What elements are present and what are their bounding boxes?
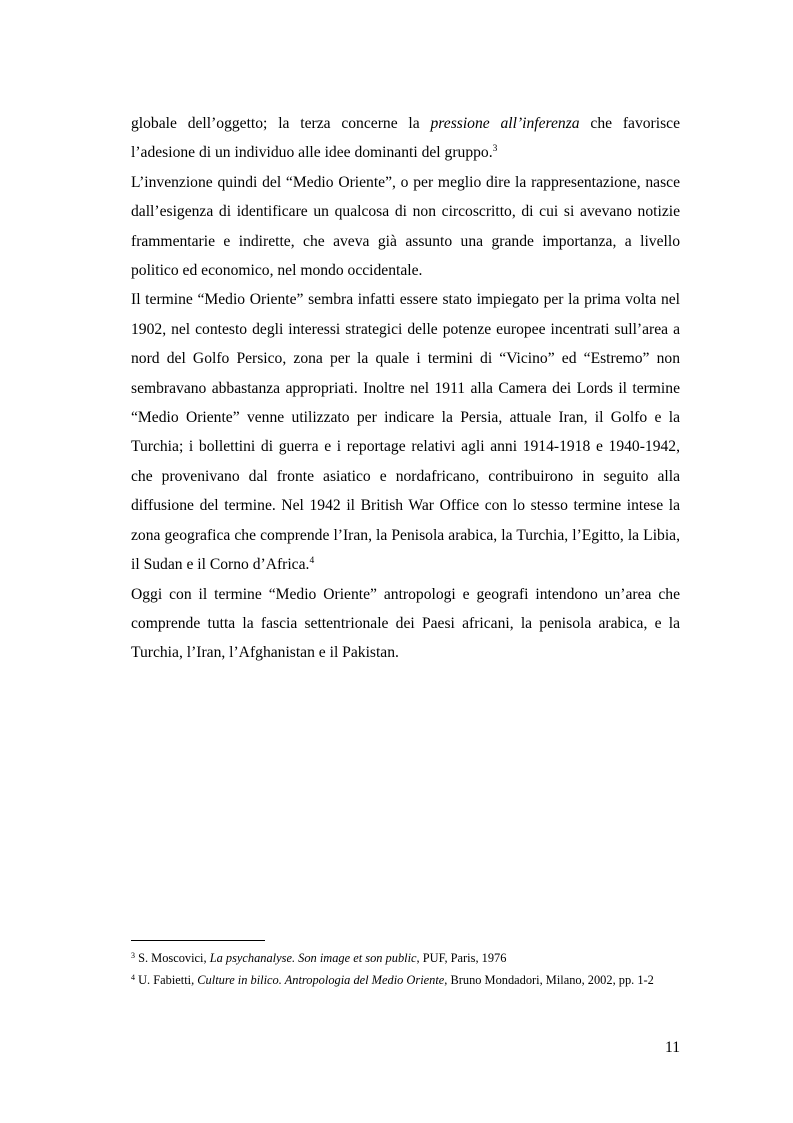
paragraph-1 — [131, 109, 680, 168]
paragraph-3-text: Il termine “Medio Oriente” sembra infatti essere stato impiegato per la prima volta nel 1902, nel contesto degli interessi strategici delle potenze europee incentrati sull’area a nord del Golfo Persico, zona per la quale i termini di “Vicino” ed “Estremo” non sembravano abbastanza appropriati. Inoltre nel 1911 alla Camera dei Lords il termine “Medio Oriente” venne utilizzato per indicare la Persia, attuale Iran, il Golfo e la Turchia; i bollettini di guerra e i reportage relativi agli anni 1914-1918 e 1940-1942, che provenivano dal fronte asiatico e nordafricano, contribuirono in seguito alla diffusione del termine. Nel 1942 il British War Office con lo stesso termine intese la zona geografica che comprende l’Iran, la Penisola arabica, la Turchia, l’Egitto, la Libia, il Sudan e il Corno d’Africa. — [131, 291, 680, 574]
footnote-4-number: 4 — [131, 973, 135, 982]
footnote-4-author: U. Fabietti, — [135, 973, 198, 987]
footnote-4-title: Culture in bilico. Antropologia del Medio Oriente — [197, 973, 445, 987]
footnote-4-details: , Bruno Mondadori, Milano, 2002, pp. 1-2 — [444, 973, 654, 987]
footnote-3 — [131, 950, 680, 967]
paragraph-3 — [131, 285, 680, 579]
page-number: 11 — [664, 1039, 680, 1056]
footnote-3-title: La psychanalyse. Son image et son public — [209, 951, 417, 965]
footnote-separator — [131, 940, 265, 941]
paragraph-4: Oggi con il termine “Medio Oriente” antropologi e geografi intendono un’area che comprende tutta la fascia settentrionale dei Paesi africani, la penisola arabica, e la Turchia, l’Iran, l’Afghanistan e il Pakistan. — [131, 585, 680, 662]
footnote-3-number: 3 — [131, 951, 135, 960]
paragraph-2: L’invenzione quindi del “Medio Oriente”, o per meglio dire la rappresentazione, nasce dall’esigenza di identificare un qualcosa di non circoscritto, di cui si avevano notizie frammentarie e indirette, che aveva già assunto una grande importanza, a livello politico ed economico, nel mondo occidentale. — [131, 173, 680, 280]
footnote-ref-4[interactable]: 4 — [309, 556, 315, 567]
footnotes — [131, 950, 680, 994]
paragraph-1-text-end: che favorisce l’adesione di un individuo alle idee dominanti del gruppo. — [131, 115, 680, 162]
footnote-ref-3[interactable]: 3 — [492, 144, 498, 155]
paragraph-1-text-start: globale dell’oggetto; la terza concerne la — [131, 115, 431, 132]
footnote-3-details: , PUF, Paris, 1976 — [416, 951, 507, 965]
paragraph-1-emphasis: pressione all’inferenza — [430, 115, 580, 132]
footnote-3-author: S. Moscovici, — [135, 951, 210, 965]
body-text — [131, 109, 680, 668]
footnote-4 — [131, 972, 680, 989]
